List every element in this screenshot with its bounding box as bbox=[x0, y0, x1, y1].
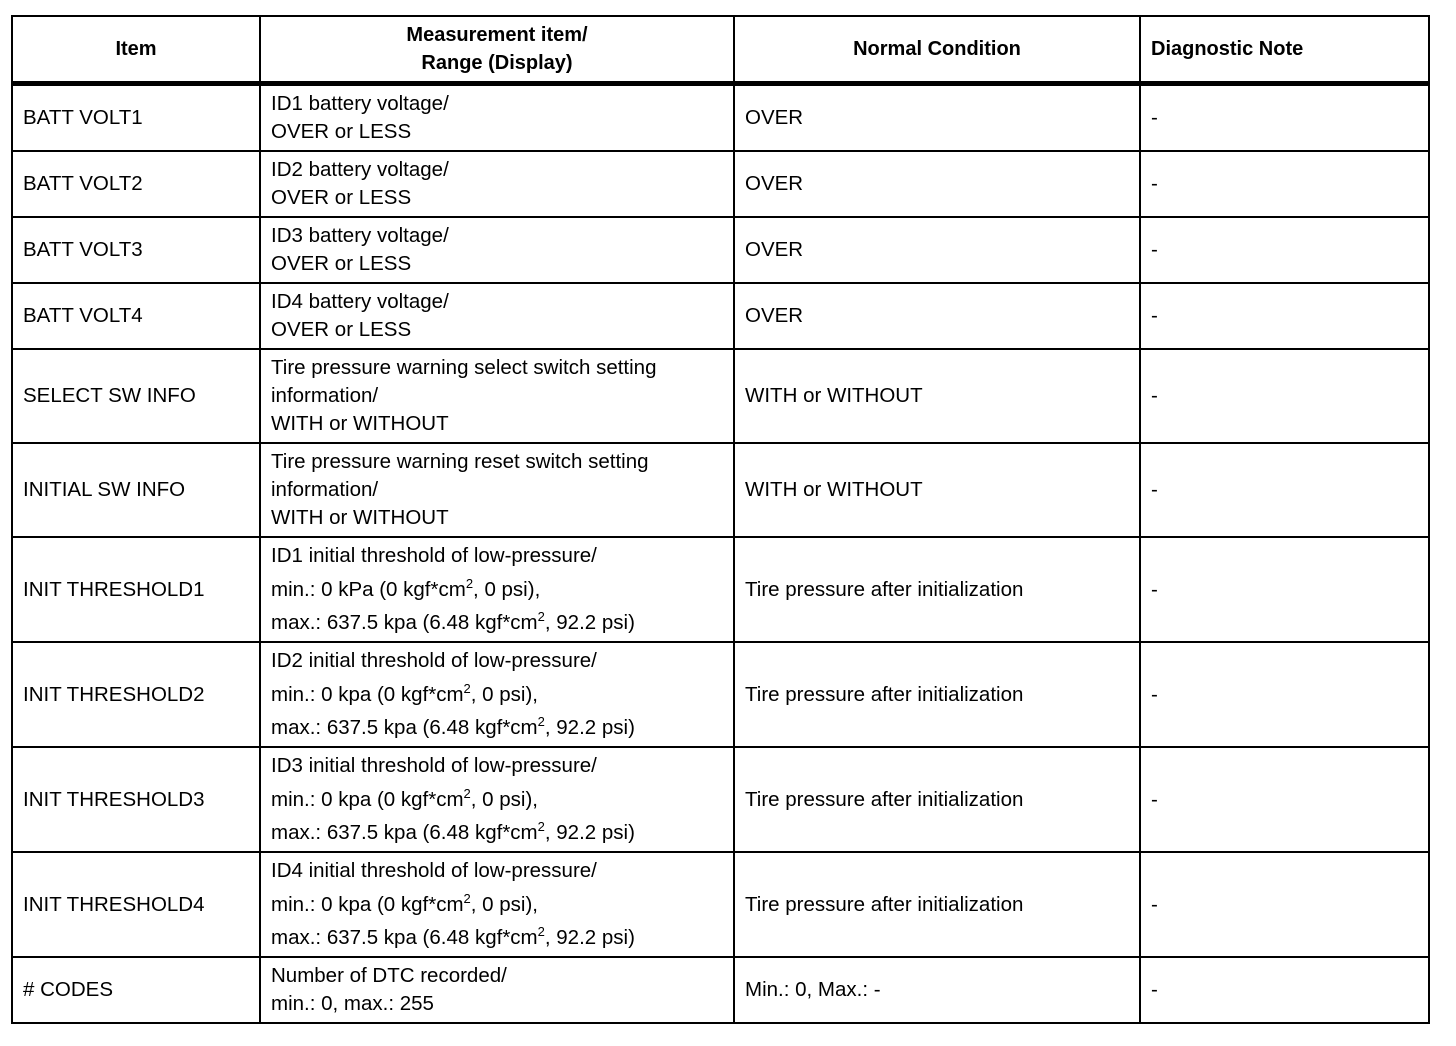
diagnostic-note-cell: - bbox=[1140, 957, 1429, 1023]
measurement-cell bbox=[260, 349, 734, 443]
measurement-cell bbox=[260, 443, 734, 537]
table-row bbox=[12, 642, 1429, 747]
normal-condition-cell: OVER bbox=[734, 84, 1140, 152]
diagnostic-note-cell: - bbox=[1140, 84, 1429, 152]
measurement-cell bbox=[260, 283, 734, 349]
item-cell: INIT THRESHOLD4 bbox=[12, 852, 260, 957]
item-cell: INIT THRESHOLD2 bbox=[12, 642, 260, 747]
diagnostic-note-cell: - bbox=[1140, 349, 1429, 443]
measurement-line: ID4 battery voltage/ bbox=[271, 290, 449, 313]
measurement-line: ID2 initial threshold of low-pressure/ bbox=[271, 649, 597, 673]
measurement-line: max.: 637.5 kpa (6.48 $kgf*cm^2$, 92.2 psi) bbox=[271, 609, 635, 635]
measurement-line: Number of DTC recorded/ bbox=[271, 964, 507, 987]
normal-condition-cell: Tire pressure after initialization bbox=[734, 852, 1140, 957]
diagnostic-note-cell: - bbox=[1140, 151, 1429, 217]
measurement-line: ID2 battery voltage/ bbox=[271, 158, 449, 181]
diagnostic-note-cell: - bbox=[1140, 443, 1429, 537]
measurement-cell bbox=[260, 957, 734, 1023]
header-diagnostic-note: Diagnostic Note bbox=[1140, 16, 1429, 84]
table-row bbox=[12, 217, 1429, 283]
measurement-line: Tire pressure warning reset switch setting bbox=[271, 450, 649, 473]
normal-condition-cell: OVER bbox=[734, 283, 1140, 349]
measurement-line: WITH or WITHOUT bbox=[271, 506, 449, 529]
measurement-line: min.: 0 kpa (0 $kgf*cm^2$, 0 psi), bbox=[271, 785, 538, 811]
measurement-line: Tire pressure warning select switch setting bbox=[271, 356, 657, 379]
measurement-cell bbox=[260, 217, 734, 283]
header-measurement-line1: Measurement item/ bbox=[406, 24, 588, 46]
header-item: Item bbox=[12, 16, 260, 84]
measurement-cell bbox=[260, 537, 734, 642]
measurement-line: OVER or LESS bbox=[271, 120, 412, 143]
superscript: 2 bbox=[463, 890, 471, 906]
measurement-line: OVER or LESS bbox=[271, 318, 412, 341]
measurement-cell bbox=[260, 642, 734, 747]
measurement-line: min.: 0 kpa (0 $kgf*cm^2$, 0 psi), bbox=[271, 680, 538, 706]
superscript: 2 bbox=[465, 575, 474, 591]
measurement-cell bbox=[260, 852, 734, 957]
item-cell: SELECT SW INFO bbox=[12, 349, 260, 443]
header-row bbox=[12, 16, 1429, 84]
table-row bbox=[12, 747, 1429, 852]
measurement-cell bbox=[260, 151, 734, 217]
table-row bbox=[12, 151, 1429, 217]
item-cell: INIT THRESHOLD3 bbox=[12, 747, 260, 852]
superscript: 2 bbox=[537, 714, 545, 730]
table-row bbox=[12, 957, 1429, 1023]
diagnostic-note-cell: - bbox=[1140, 283, 1429, 349]
item-cell: INIT THRESHOLD1 bbox=[12, 537, 260, 642]
measurement-cell bbox=[260, 747, 734, 852]
measurement-line: min.: 0, max.: 255 bbox=[271, 992, 434, 1015]
normal-condition-cell: OVER bbox=[734, 217, 1140, 283]
normal-condition-cell: Tire pressure after initialization bbox=[734, 642, 1140, 747]
table-row bbox=[12, 349, 1429, 443]
measurement-line: ID3 battery voltage/ bbox=[271, 224, 449, 247]
item-cell: # CODES bbox=[12, 957, 260, 1023]
measurement-line: ID4 initial threshold of low-pressure/ bbox=[271, 859, 597, 883]
item-cell: BATT VOLT2 bbox=[12, 151, 260, 217]
measurement-line: max.: 637.5 kpa (6.48 $kgf*cm^2$, 92.2 psi) bbox=[271, 924, 635, 950]
superscript: 2 bbox=[463, 680, 471, 696]
data-list-table bbox=[11, 15, 1430, 1024]
item-cell: BATT VOLT4 bbox=[12, 283, 260, 349]
superscript: 2 bbox=[537, 924, 545, 940]
measurement-line: information/ bbox=[271, 478, 379, 501]
header-measurement-line2: Range (Display) bbox=[421, 52, 573, 74]
superscript: 2 bbox=[537, 609, 545, 625]
table-row bbox=[12, 537, 1429, 642]
normal-condition-cell: Tire pressure after initialization bbox=[734, 537, 1140, 642]
diagnostic-note-cell: - bbox=[1140, 852, 1429, 957]
measurement-line: max.: 637.5 kpa (6.48 $kgf*cm^2$, 92.2 psi) bbox=[271, 819, 635, 845]
measurement-line: ID3 initial threshold of low-pressure/ bbox=[271, 754, 597, 778]
normal-condition-cell: Min.: 0, Max.: - bbox=[734, 957, 1140, 1023]
measurement-line: ID1 initial threshold of low-pressure/ bbox=[271, 544, 597, 568]
item-cell: BATT VOLT3 bbox=[12, 217, 260, 283]
measurement-line: min.: 0 kPa (0 $kgf*cm^2$, 0 psi), bbox=[271, 575, 541, 601]
normal-condition-cell: OVER bbox=[734, 151, 1140, 217]
normal-condition-cell: WITH or WITHOUT bbox=[734, 349, 1140, 443]
header-measurement bbox=[260, 16, 734, 84]
measurement-line: min.: 0 kpa (0 $kgf*cm^2$, 0 psi), bbox=[271, 890, 538, 916]
diagnostic-note-cell: - bbox=[1140, 642, 1429, 747]
measurement-line: OVER or LESS bbox=[271, 252, 412, 275]
header-normal-condition: Normal Condition bbox=[734, 16, 1140, 84]
table-row bbox=[12, 84, 1429, 152]
diagnostic-note-cell: - bbox=[1140, 537, 1429, 642]
diagnostic-note-cell: - bbox=[1140, 747, 1429, 852]
superscript: 2 bbox=[537, 819, 545, 835]
item-cell: INITIAL SW INFO bbox=[12, 443, 260, 537]
measurement-line: OVER or LESS bbox=[271, 186, 412, 209]
item-cell: BATT VOLT1 bbox=[12, 84, 260, 152]
measurement-line: max.: 637.5 kpa (6.48 $kgf*cm^2$, 92.2 psi) bbox=[271, 714, 635, 740]
measurement-line: information/ bbox=[271, 384, 379, 407]
table-row bbox=[12, 443, 1429, 537]
normal-condition-cell: Tire pressure after initialization bbox=[734, 747, 1140, 852]
table-row bbox=[12, 852, 1429, 957]
diagnostic-note-cell: - bbox=[1140, 217, 1429, 283]
table-row bbox=[12, 283, 1429, 349]
normal-condition-cell: WITH or WITHOUT bbox=[734, 443, 1140, 537]
superscript: 2 bbox=[463, 785, 471, 801]
measurement-cell bbox=[260, 84, 734, 152]
measurement-line: WITH or WITHOUT bbox=[271, 412, 449, 435]
measurement-line: ID1 battery voltage/ bbox=[271, 92, 449, 115]
